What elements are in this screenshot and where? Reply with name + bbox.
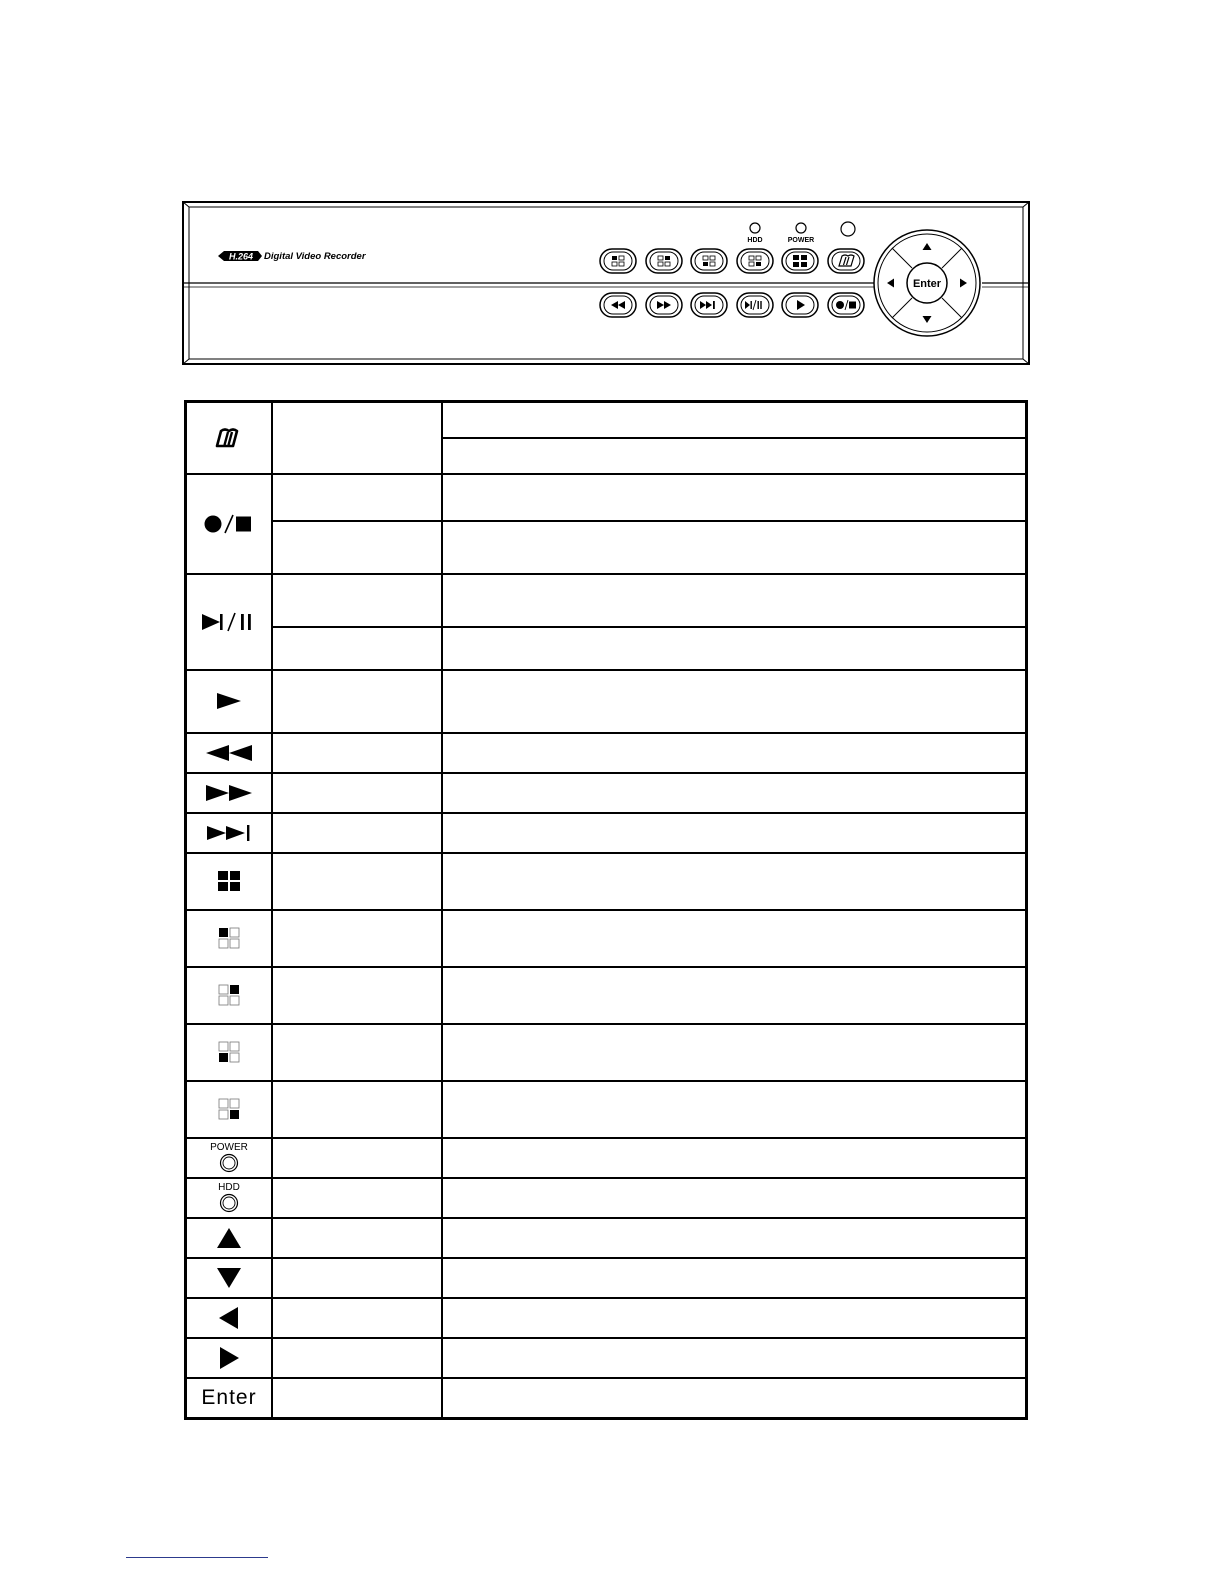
desc-cell bbox=[442, 773, 1027, 813]
enter-icon: Enter bbox=[201, 1385, 257, 1409]
desc-cell bbox=[442, 402, 1027, 438]
desc-cell bbox=[442, 1298, 1027, 1338]
desc-cell bbox=[442, 1138, 1027, 1178]
rewind-button[interactable] bbox=[600, 293, 636, 317]
name-cell bbox=[272, 521, 442, 574]
ch4-icon bbox=[218, 1098, 240, 1120]
next-frame-button[interactable] bbox=[691, 293, 727, 317]
table-row bbox=[186, 967, 1027, 1024]
table-row bbox=[186, 1138, 1027, 1178]
table-row bbox=[186, 521, 1027, 574]
table-row bbox=[186, 627, 1027, 670]
icon-cell bbox=[186, 1178, 273, 1218]
name-cell bbox=[272, 574, 442, 627]
desc-cell bbox=[442, 1218, 1027, 1258]
table-row bbox=[186, 474, 1027, 521]
table-row bbox=[186, 1298, 1027, 1338]
table-row bbox=[186, 574, 1027, 627]
table-row bbox=[186, 910, 1027, 967]
name-cell bbox=[272, 670, 442, 733]
menu-button[interactable] bbox=[828, 249, 864, 273]
table-row bbox=[186, 1378, 1027, 1419]
dvr-front-panel bbox=[182, 201, 1030, 365]
hdd-led-icon bbox=[219, 1193, 239, 1213]
fast-forward-icon bbox=[205, 784, 253, 802]
enter-button[interactable] bbox=[907, 263, 947, 303]
desc-cell bbox=[442, 574, 1027, 627]
footer-divider bbox=[126, 1557, 268, 1558]
fast-forward-button[interactable] bbox=[646, 293, 682, 317]
table-row bbox=[186, 1218, 1027, 1258]
table-row bbox=[186, 1081, 1027, 1138]
play-icon bbox=[215, 691, 243, 711]
icon-cell bbox=[186, 910, 273, 967]
desc-cell bbox=[442, 627, 1027, 670]
ir-receiver bbox=[841, 222, 855, 236]
name-cell bbox=[272, 1298, 442, 1338]
icon-cell bbox=[186, 574, 273, 670]
name-cell bbox=[272, 402, 442, 474]
desc-cell bbox=[442, 1258, 1027, 1298]
table-row bbox=[186, 813, 1027, 853]
menu-icon bbox=[214, 427, 244, 449]
name-cell bbox=[272, 1138, 442, 1178]
icon-cell bbox=[186, 474, 273, 574]
table-row bbox=[186, 402, 1027, 438]
name-cell bbox=[272, 474, 442, 521]
record-stop-icon bbox=[203, 513, 255, 535]
desc-cell bbox=[442, 474, 1027, 521]
name-cell bbox=[272, 1178, 442, 1218]
play-button[interactable] bbox=[782, 293, 818, 317]
name-cell bbox=[272, 1338, 442, 1378]
icon-cell bbox=[186, 1138, 273, 1178]
desc-cell bbox=[442, 1024, 1027, 1081]
icon-cell bbox=[186, 1081, 273, 1138]
ch2-icon bbox=[218, 984, 240, 1006]
brand-badge-text: H.264 bbox=[228, 251, 254, 262]
table-row bbox=[186, 1338, 1027, 1378]
name-cell bbox=[272, 773, 442, 813]
name-cell bbox=[272, 1024, 442, 1081]
icon-cell bbox=[186, 967, 273, 1024]
icon-cell bbox=[186, 1258, 273, 1298]
desc-cell bbox=[442, 967, 1027, 1024]
icon-cell bbox=[186, 1298, 273, 1338]
icon-cell bbox=[186, 1024, 273, 1081]
name-cell bbox=[272, 1258, 442, 1298]
icon-cell bbox=[186, 670, 273, 733]
name-cell bbox=[272, 1081, 442, 1138]
arrow-down-icon bbox=[216, 1267, 242, 1289]
name-cell bbox=[272, 627, 442, 670]
table-row bbox=[186, 670, 1027, 733]
next-frame-icon bbox=[206, 824, 252, 842]
icon-cell bbox=[186, 402, 273, 474]
table-row bbox=[186, 1024, 1027, 1081]
icon-cell bbox=[186, 1378, 273, 1419]
arrow-up-icon bbox=[216, 1227, 242, 1249]
desc-cell bbox=[442, 1178, 1027, 1218]
icon-cell bbox=[186, 773, 273, 813]
name-cell bbox=[272, 967, 442, 1024]
icon-cell bbox=[186, 1218, 273, 1258]
play-pause-button[interactable] bbox=[737, 293, 773, 317]
arrow-left-icon bbox=[218, 1306, 240, 1330]
name-cell bbox=[272, 853, 442, 910]
desc-cell bbox=[442, 733, 1027, 773]
desc-cell bbox=[442, 1378, 1027, 1419]
desc-cell bbox=[442, 670, 1027, 733]
desc-cell bbox=[442, 1338, 1027, 1378]
rewind-icon bbox=[205, 744, 253, 762]
ch3-button[interactable] bbox=[691, 249, 727, 273]
desc-cell bbox=[442, 910, 1027, 967]
table-row bbox=[186, 1178, 1027, 1218]
table-row bbox=[186, 1258, 1027, 1298]
brand-logo bbox=[218, 251, 367, 262]
play-pause-icon bbox=[201, 612, 257, 632]
ch1-icon bbox=[218, 927, 240, 949]
name-cell bbox=[272, 910, 442, 967]
table-row bbox=[186, 853, 1027, 910]
quad-button[interactable] bbox=[782, 249, 818, 273]
table-row bbox=[186, 733, 1027, 773]
hdd-led-label: HDD bbox=[218, 1182, 240, 1193]
desc-cell bbox=[442, 813, 1027, 853]
icon-cell bbox=[186, 733, 273, 773]
icon-cell bbox=[186, 1338, 273, 1378]
record-stop-button[interactable] bbox=[828, 293, 864, 317]
enter-button-label: Enter bbox=[912, 278, 942, 290]
name-cell bbox=[272, 1378, 442, 1419]
desc-cell bbox=[442, 438, 1027, 474]
power-led-label: POWER bbox=[210, 1142, 248, 1153]
brand-text: Digital Video Recorder bbox=[264, 251, 366, 262]
power-led-icon bbox=[219, 1153, 239, 1173]
ch1-button[interactable] bbox=[600, 249, 636, 273]
name-cell bbox=[272, 733, 442, 773]
icon-cell bbox=[186, 813, 273, 853]
svg-text:HDD: HDD bbox=[747, 237, 763, 244]
ch2-button[interactable] bbox=[646, 249, 682, 273]
table-row bbox=[186, 773, 1027, 813]
name-cell bbox=[272, 1218, 442, 1258]
quad-icon bbox=[217, 870, 241, 892]
arrow-right-icon bbox=[218, 1346, 240, 1370]
desc-cell bbox=[442, 1081, 1027, 1138]
desc-cell bbox=[442, 521, 1027, 574]
ch3-icon bbox=[218, 1041, 240, 1063]
name-cell bbox=[272, 813, 442, 853]
icon-cell bbox=[186, 853, 273, 910]
key-function-table bbox=[184, 400, 1028, 1420]
svg-text:POWER: POWER bbox=[787, 237, 815, 244]
ch4-button[interactable] bbox=[737, 249, 773, 273]
desc-cell bbox=[442, 853, 1027, 910]
